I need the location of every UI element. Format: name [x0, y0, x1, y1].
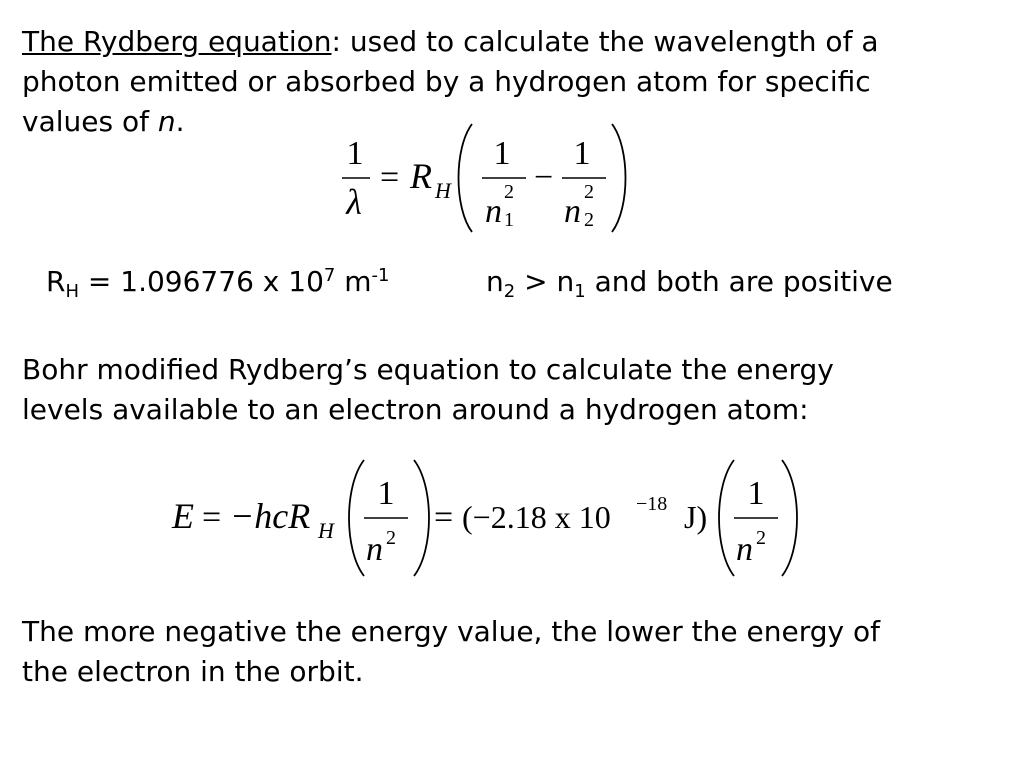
conclusion-line-1: The more negative the energy value, the lower the energy of	[22, 615, 880, 648]
energy-value: (−2.18 x 10	[462, 499, 611, 535]
rydberg-equation	[330, 118, 640, 243]
rydberg-R-sub: H	[435, 178, 451, 203]
intro-line-3-pre: values of	[22, 105, 158, 138]
energy-frac1-numerator: 1	[377, 475, 395, 512]
constant-R: R	[46, 265, 66, 298]
rydberg-left-numerator: 1	[346, 135, 364, 172]
rydberg-minus: −	[534, 159, 554, 196]
rydberg-equals: =	[380, 159, 400, 196]
rydberg-frac1-sup: 2	[504, 181, 514, 203]
intro-line-2: photon emitted or absorbed by a hydrogen atom for specific	[22, 65, 871, 98]
energy-left-paren-2	[719, 460, 734, 576]
intro-line-1	[22, 22, 878, 62]
condition-gt: > n	[515, 265, 575, 298]
energy-equals-1: =	[202, 499, 222, 536]
intro-line-1-rest: : used to calculate the wavelength of a	[331, 25, 879, 58]
constant-value: = 1.096776 x 10	[79, 265, 324, 298]
rydberg-frac1-sub: 1	[504, 209, 514, 231]
energy-frac2-n: n	[736, 531, 753, 568]
rydberg-frac1-n: n	[485, 193, 502, 230]
energy-E: E	[172, 496, 194, 536]
energy-right-paren-1	[414, 460, 429, 576]
constant-unit: m	[335, 265, 372, 298]
energy-left-paren-1	[349, 460, 364, 576]
intro-variable-n: n	[157, 105, 176, 138]
bohr-line-1: Bohr modified Rydberg’s equation to calculate the energy	[22, 353, 834, 386]
condition-n2-sub: 2	[503, 281, 516, 302]
energy-unit: J)	[684, 499, 708, 535]
rydberg-frac2-numerator: 1	[573, 135, 591, 172]
energy-frac1-sup: 2	[386, 527, 396, 549]
energy-hcR: −hcR	[230, 496, 311, 536]
condition-n1-sub: 1	[574, 281, 586, 302]
bohr-line-2: levels available to an electron around a hydrogen atom:	[22, 393, 809, 426]
constant-unit-exp: -1	[371, 265, 390, 286]
rydberg-left-paren	[459, 124, 473, 232]
energy-frac2-sup: 2	[756, 527, 766, 549]
energy-equation	[168, 456, 808, 585]
rydberg-equation-graphic	[330, 118, 640, 238]
intro-line-3	[22, 102, 185, 142]
energy-equals-2: =	[434, 499, 454, 536]
rydberg-lambda: λ	[346, 182, 362, 222]
rydberg-constant	[46, 262, 389, 302]
energy-frac2-numerator: 1	[747, 475, 765, 512]
rydberg-frac2-n: n	[564, 193, 581, 230]
rydberg-frac2-sup: 2	[584, 181, 594, 203]
energy-frac1-n: n	[366, 531, 383, 568]
rydberg-frac1-numerator: 1	[493, 135, 511, 172]
rydberg-term: The Rydberg equation	[22, 25, 332, 58]
conclusion-line-2: the electron in the orbit.	[22, 655, 364, 688]
constant-R-sub: H	[65, 281, 80, 302]
intro-line-3-post: .	[175, 105, 185, 138]
energy-R-sub: H	[318, 518, 334, 543]
energy-exp: −18	[636, 493, 668, 515]
quantum-condition	[486, 262, 893, 302]
constant-exp: 7	[323, 265, 336, 286]
energy-right-paren-2	[782, 460, 797, 576]
rydberg-right-paren	[612, 124, 626, 232]
condition-rest: and both are positive	[585, 265, 893, 298]
rydberg-frac2-sub: 2	[584, 209, 594, 231]
rydberg-R: R	[410, 156, 432, 196]
condition-n2: n	[486, 265, 504, 298]
energy-equation-graphic	[168, 456, 808, 580]
